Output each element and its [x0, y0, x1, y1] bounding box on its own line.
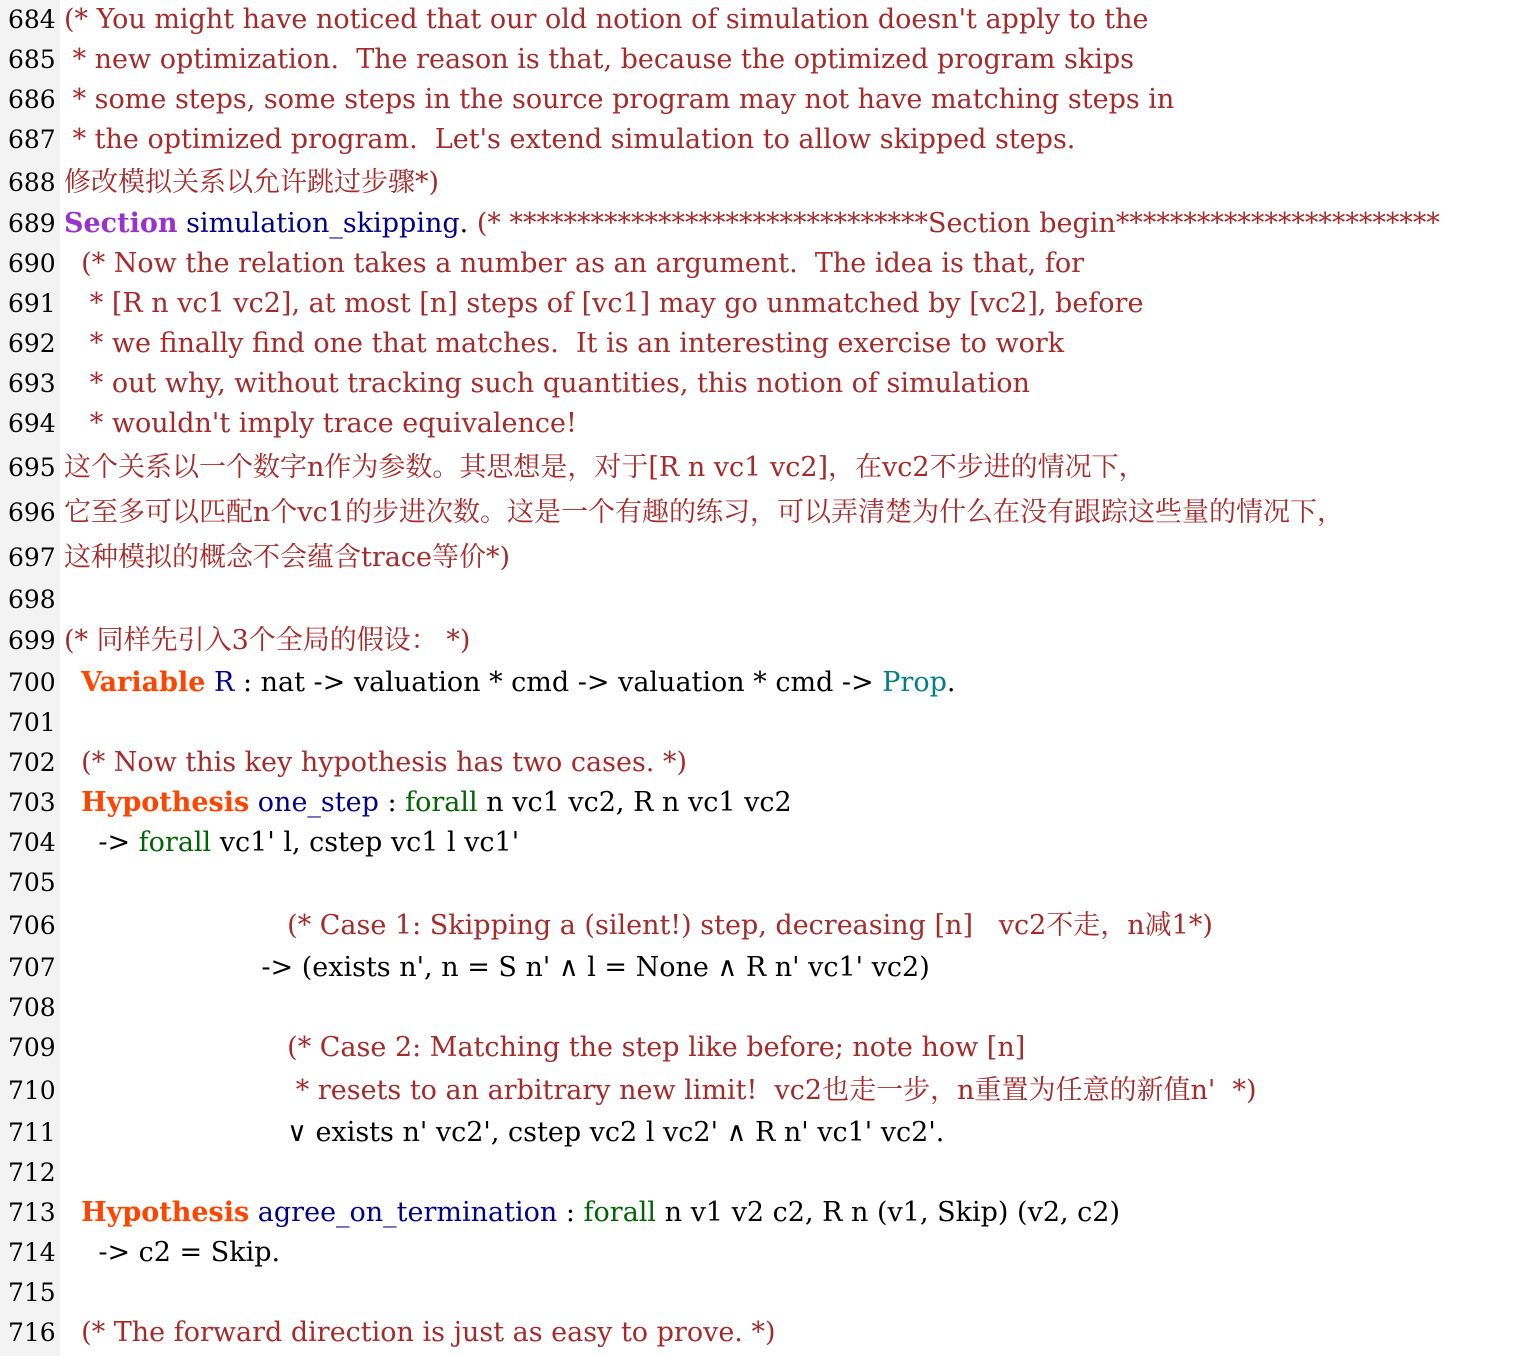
line-number: 697: [8, 543, 56, 572]
code-text: [64, 163, 439, 203]
code-line[interactable]: [0, 364, 1030, 404]
token-cm: * the optimized program. Let's extend simulation to allow skipped steps.: [64, 124, 1076, 155]
line-number: 706: [8, 911, 56, 940]
token-txt: n vc1 vc2, R n vc1 vc2: [477, 787, 792, 818]
line-number: 701: [8, 708, 56, 737]
code-text: [64, 244, 1084, 284]
token-kw: Variable: [81, 667, 206, 698]
code-line[interactable]: [0, 1153, 64, 1193]
code-line[interactable]: [0, 204, 1440, 244]
token-txt: ∨ exists n' vc2', cstep vc2 l vc2' ∧ R n' vc1' vc2'.: [64, 1117, 945, 1148]
token-txt: [64, 910, 287, 941]
token-txt: [205, 667, 214, 698]
token-txt: [177, 208, 186, 239]
code-line[interactable]: [0, 703, 64, 743]
line-number: 715: [8, 1278, 56, 1307]
line-number: 702: [8, 748, 56, 777]
code-line[interactable]: [0, 1313, 776, 1353]
code-text: [64, 1193, 1120, 1233]
token-txt: .: [459, 208, 477, 239]
code-text: [64, 1233, 280, 1273]
code-text: [64, 204, 1440, 244]
token-cm: (* Case 1: Skipping a (silent!) step, decreasing [n] vc2不走，n减1*): [287, 910, 1213, 941]
code-text: [64, 324, 1064, 364]
token-cm: * resets to an arbitrary new limit! vc2也走一步，n重置为任意的新值n' *): [287, 1075, 1257, 1106]
line-number: 711: [8, 1118, 56, 1147]
line-number: 714: [8, 1238, 56, 1267]
code-line[interactable]: [0, 284, 1143, 324]
code-line[interactable]: [0, 906, 1213, 946]
line-number: 688: [8, 168, 56, 197]
token-cm: (* 同样先引入3个全局的假设： *): [64, 625, 471, 656]
line-number: 685: [8, 45, 56, 74]
token-cm: 修改模拟关系以允许跳过步骤*): [64, 167, 440, 198]
token-fa: forall: [138, 827, 212, 858]
code-line[interactable]: [0, 663, 955, 703]
token-fa: forall: [583, 1197, 657, 1228]
code-text: [64, 663, 955, 703]
line-number: 710: [8, 1076, 56, 1105]
token-cm: (* Now this key hypothesis has two cases. *): [64, 747, 688, 778]
code-line[interactable]: [0, 80, 1174, 120]
line-number: 716: [8, 1318, 56, 1347]
token-cm: (* Case 2: Matching the step like before; note how [n]: [287, 1032, 1026, 1063]
token-cm: * we finally find one that matches. It is an interesting exercise to work: [64, 328, 1065, 359]
code-line[interactable]: [0, 163, 439, 203]
line-number: 700: [8, 668, 56, 697]
code-text: [64, 621, 470, 661]
code-line[interactable]: [0, 1113, 944, 1153]
code-text: [64, 0, 1149, 40]
line-number: 703: [8, 788, 56, 817]
token-cm: * [R n vc1 vc2], at most [n] steps of [vc1] may go unmatched by [vc2], before: [64, 288, 1144, 319]
line-number: 704: [8, 828, 56, 857]
code-line[interactable]: [0, 0, 1149, 40]
code-line[interactable]: [0, 1273, 64, 1313]
code-line[interactable]: [0, 120, 1075, 160]
code-text: [64, 823, 519, 863]
code-line[interactable]: [0, 538, 510, 578]
code-text: [64, 80, 1174, 120]
token-txt: -> (exists n', n = S n' ∧ l = None ∧ R n' vc1' vc2): [64, 952, 930, 983]
code-line[interactable]: [0, 244, 1084, 284]
code-line[interactable]: [0, 823, 519, 863]
token-txt: [64, 1197, 81, 1228]
token-txt: ->: [64, 827, 139, 858]
token-txt: .: [946, 667, 956, 698]
code-line[interactable]: [0, 1193, 1120, 1233]
token-cm: * some steps, some steps in the source program may not have matching steps in: [64, 84, 1175, 115]
code-line[interactable]: [0, 988, 64, 1028]
line-number: 695: [8, 453, 56, 482]
code-text: [64, 284, 1143, 324]
token-txt: [249, 787, 258, 818]
token-fa: forall: [405, 787, 478, 818]
line-number: 696: [8, 498, 56, 527]
code-line[interactable]: [0, 783, 792, 823]
code-text: [64, 40, 1134, 80]
code-text: [64, 1313, 776, 1353]
code-text: [64, 120, 1075, 160]
token-txt: :: [557, 1197, 584, 1228]
code-line[interactable]: [0, 621, 470, 661]
code-text: [64, 538, 510, 578]
code-line[interactable]: [0, 1071, 1257, 1111]
line-number: 690: [8, 249, 56, 278]
line-number: 687: [8, 125, 56, 154]
token-cm: 这个关系以一个数字n作为参数。其思想是，对于[R n vc1 vc2]，在vc2不步进的情况下，: [64, 452, 1146, 483]
code-text: [64, 364, 1030, 404]
line-number: 692: [8, 329, 56, 358]
code-line[interactable]: [0, 404, 577, 444]
token-txt: vc1' l, cstep vc1 l vc1': [211, 827, 520, 858]
line-number: 709: [8, 1033, 56, 1062]
token-cm: * new optimization. The reason is that, because the optimized program skips: [64, 44, 1134, 75]
line-number: 693: [8, 369, 56, 398]
code-line[interactable]: [0, 448, 1146, 488]
line-number: 707: [8, 953, 56, 982]
code-text: [64, 404, 577, 444]
code-text: [64, 783, 792, 823]
code-line[interactable]: [0, 40, 1134, 80]
token-pr: Prop: [882, 667, 947, 698]
token-cm: (* The forward direction is just as easy to prove. *): [64, 1317, 776, 1348]
line-number: 708: [8, 993, 56, 1022]
token-cm: * wouldn't imply trace equivalence!: [64, 408, 577, 439]
token-txt: : nat -> valuation * cmd -> valuation * cmd ->: [234, 667, 883, 698]
token-kw: Hypothesis: [81, 1197, 250, 1228]
token-id: one_step: [257, 787, 379, 818]
line-number: 712: [8, 1158, 56, 1187]
line-number: 698: [8, 585, 56, 614]
code-text: [64, 448, 1146, 488]
token-cm: (* *******************************Section begin************************: [476, 208, 1440, 239]
code-text: [64, 493, 1344, 533]
line-number: 694: [8, 409, 56, 438]
code-text: [64, 743, 687, 783]
token-txt: [64, 667, 81, 698]
token-txt: n v1 v2 c2, R n (v1, Skip) (v2, c2): [656, 1197, 1120, 1228]
token-txt: [249, 1197, 258, 1228]
code-line[interactable]: [0, 493, 1344, 533]
code-line[interactable]: [0, 324, 1064, 364]
token-txt: [64, 1032, 287, 1063]
line-number: 684: [8, 5, 56, 34]
token-cm: (* Now the relation takes a number as an argument. The idea is that, for: [64, 248, 1084, 279]
token-txt: -> c2 = Skip.: [64, 1237, 281, 1268]
code-text: [64, 948, 930, 988]
code-line[interactable]: [0, 1233, 280, 1273]
line-number: 691: [8, 289, 56, 318]
code-line[interactable]: [0, 863, 64, 903]
code-text: [64, 906, 1213, 946]
token-cm: 这种模拟的概念不会蕴含trace等价*): [64, 542, 510, 573]
line-number: 699: [8, 626, 56, 655]
line-number: 686: [8, 85, 56, 114]
line-number: 705: [8, 868, 56, 897]
code-text: [64, 1071, 1257, 1111]
token-cm: 它至多可以匹配n个vc1的步进次数。这是一个有趣的练习，可以弄清楚为什么在没有跟踪这些量的情况下，: [64, 497, 1344, 528]
code-text: [64, 1113, 944, 1153]
token-id: simulation_skipping: [186, 208, 460, 239]
token-id: agree_on_termination: [257, 1197, 558, 1228]
token-txt: [64, 1075, 287, 1106]
code-line[interactable]: [0, 1028, 1025, 1068]
token-kw: Hypothesis: [81, 787, 250, 818]
token-cm: * out why, without tracking such quantities, this notion of simulation: [64, 368, 1030, 399]
line-number: 689: [8, 209, 56, 238]
token-txt: :: [378, 787, 406, 818]
token-id: R: [214, 667, 235, 698]
token-kw-sec: Section: [64, 208, 178, 239]
code-line[interactable]: [0, 948, 930, 988]
code-line[interactable]: [0, 580, 64, 620]
line-number: 713: [8, 1198, 56, 1227]
token-txt: [64, 787, 81, 818]
code-line[interactable]: [0, 743, 687, 783]
token-cm: (* You might have noticed that our old notion of simulation doesn't apply to the: [64, 4, 1149, 35]
code-text: [64, 1028, 1025, 1068]
